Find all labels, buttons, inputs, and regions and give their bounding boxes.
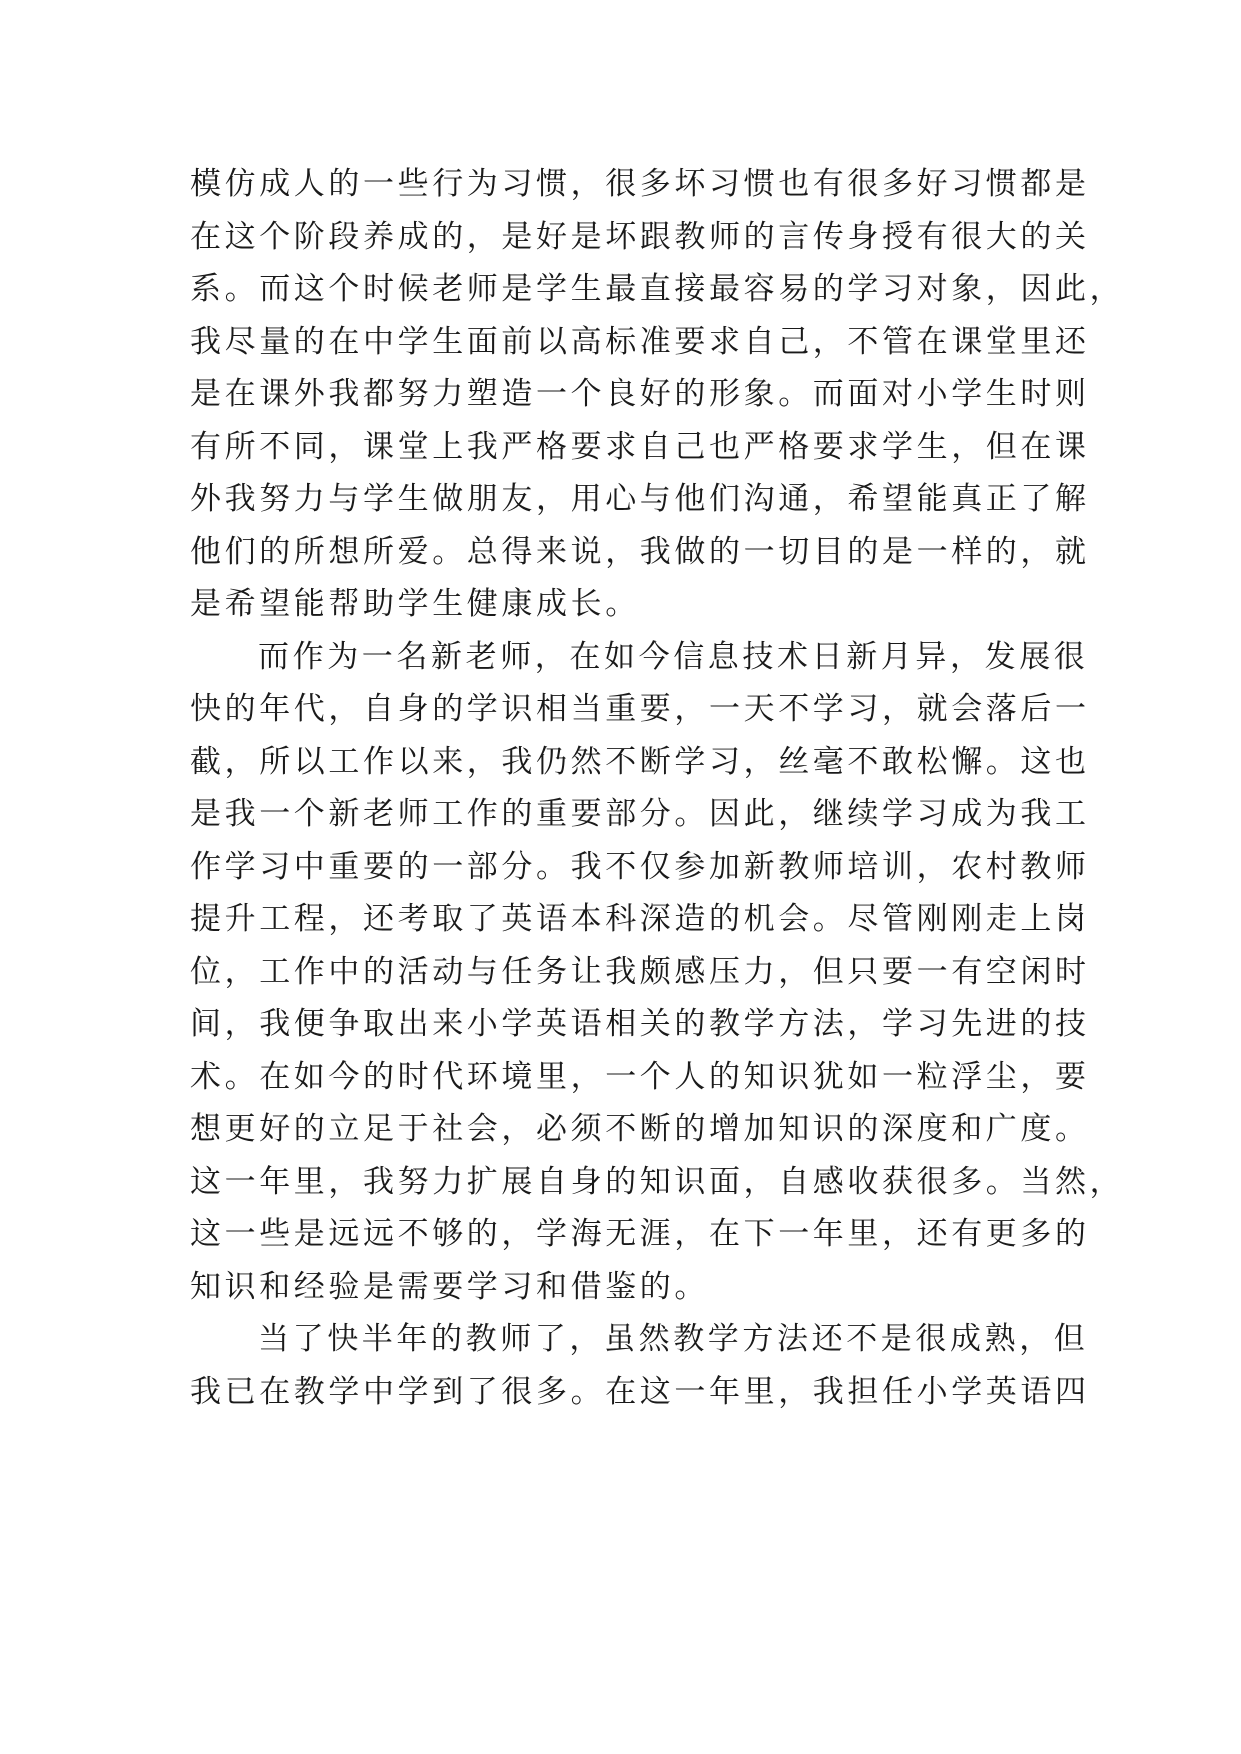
text-line: 在这个阶段养成的，是好是坏跟教师的言传身授有很大的关 [190,218,1090,255]
text-line: 提升工程，还考取了英语本科深造的机会。尽管刚刚走上岗 [190,901,1090,937]
text-line: 模仿成人的一些行为习惯，很多坏习惯也有很多好习惯都是 [190,166,1090,202]
text-line: 这一年里，我努力扩展自身的知识面，自感收获很多。当然， [190,1163,1125,1200]
text-line: 而作为一名新老师，在如今信息技术日新月异，发展很 [258,638,1089,675]
text-line: 间，我便争取出来小学英语相关的教学方法，学习先进的技 [190,1006,1090,1042]
text-line: 这一些是远远不够的，学海无涯，在下一年里，还有更多的 [190,1216,1090,1252]
text-line: 是我一个新老师工作的重要部分。因此，继续学习成为我工 [190,796,1090,832]
text-line: 他们的所想所爱。总得来说，我做的一切目的是一样的，就 [190,533,1090,570]
text-line: 我尽量的在中学生面前以高标准要求自己，不管在课堂里还 [190,323,1090,360]
document-body-text [190,158,1125,1418]
text-line: 是希望能帮助学生健康成长。 [190,586,640,622]
text-line: 想更好的立足于社会，必须不断的增加知识的深度和广度。 [190,1111,1090,1147]
text-line: 快的年代，自身的学识相当重要，一天不学习，就会落后一 [190,691,1090,727]
text-line: 截，所以工作以来，我仍然不断学习，丝毫不敢松懈。这也 [190,743,1090,780]
text-line: 我已在教学中学到了很多。在这一年里，我担任小学英语四 [190,1373,1090,1410]
text-line: 当了快半年的教师了，虽然教学方法还不是很成熟，但 [258,1321,1089,1357]
text-line: 有所不同，课堂上我严格要求自己也严格要求学生，但在课 [190,428,1090,465]
text-line: 作学习中重要的一部分。我不仅参加新教师培训，农村教师 [190,848,1090,885]
text-line: 系。而这个时候老师是学生最直接最容易的学习对象，因此， [190,271,1125,307]
text-line: 位，工作中的活动与任务让我颇感压力，但只要一有空闲时 [190,953,1090,990]
text-line: 是在课外我都努力塑造一个良好的形象。而面对小学生时则 [190,376,1090,412]
text-line: 术。在如今的时代环境里，一个人的知识犹如一粒浮尘，要 [190,1058,1090,1095]
text-line: 知识和经验是需要学习和借鉴的。 [190,1268,709,1305]
text-line: 外我努力与学生做朋友，用心与他们沟通，希望能真正了解 [190,481,1090,517]
